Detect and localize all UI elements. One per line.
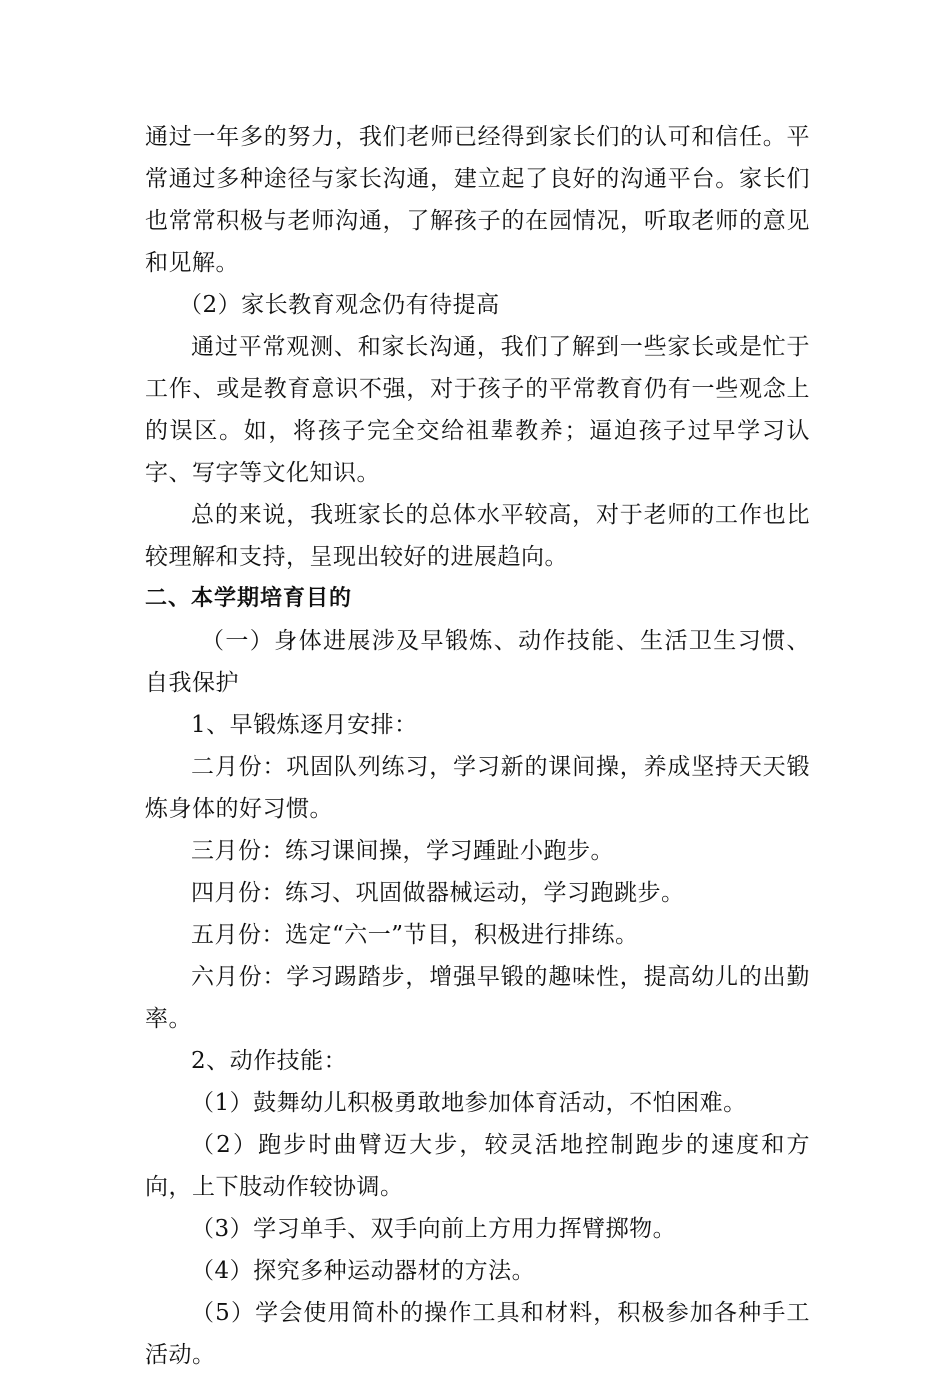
item-motor-skills: 2、动作技能： bbox=[191, 1048, 348, 1074]
subheading-parent-education-concepts: （2）家长教育观念仍有待提高 bbox=[179, 292, 500, 318]
item-may: 五月份：选定“六一”节目，积极进行排练。 bbox=[191, 922, 639, 948]
paragraph-parent-communication: 通过一年多的努力，我们老师已经得到家长们的认可和信任。平常通过多种途径与家长沟通，建立起了良好的沟通平台。家长们也常常积极与老师沟通，了解孩子的在园情况，听取老师的意见和见解。 bbox=[145, 124, 810, 276]
section-heading-goals: 二、本学期培育目的 bbox=[145, 586, 353, 611]
list-item-5: （5）学会使用简朴的操作工具和材料，积极参加各种手工活动。 bbox=[145, 1300, 810, 1368]
list-item-3: （3）学习单手、双手向前上方用力挥臂掷物。 bbox=[191, 1216, 677, 1242]
item-morning-exercise-plan: 1、早锻炼逐月安排： bbox=[191, 712, 418, 738]
paragraph-parent-misconceptions: 通过平常观测、和家长沟通，我们了解到一些家长或是忙于工作、或是教育意识不强，对于孩子的平常教育仍有一些观念上的误区。如，将孩子完全交给祖辈教养；逼迫孩子过早学习认字、写字等文化知识。 bbox=[145, 334, 810, 486]
document-body bbox=[145, 116, 810, 1376]
list-item-2: （2）跑步时曲臂迈大步，较灵活地控制跑步的速度和方向，上下肢动作较协调。 bbox=[145, 1132, 810, 1200]
item-june: 六月份：学习踢踏步，增强早锻的趣味性，提高幼儿的出勤率。 bbox=[145, 964, 810, 1032]
item-march: 三月份：练习课间操，学习踵趾小跑步。 bbox=[191, 838, 614, 864]
list-item-4: （4）探究多种运动器材的方法。 bbox=[191, 1258, 536, 1284]
paragraph-summary: 总的来说，我班家长的总体水平较高，对于老师的工作也比较理解和支持，呈现出较好的进展趋向。 bbox=[145, 502, 810, 570]
subheading-physical-development: （一）身体进展涉及早锻炼、动作技能、生活卫生习惯、自我保护 bbox=[145, 628, 810, 696]
item-february: 二月份：巩固队列练习，学习新的课间操，养成坚持天天锻炼身体的好习惯。 bbox=[145, 754, 810, 822]
item-april: 四月份：练习、巩固做器械运动，学习跑跳步。 bbox=[191, 880, 685, 906]
list-item-1: （1）鼓舞幼儿积极勇敢地参加体育活动，不怕困难。 bbox=[191, 1090, 747, 1116]
